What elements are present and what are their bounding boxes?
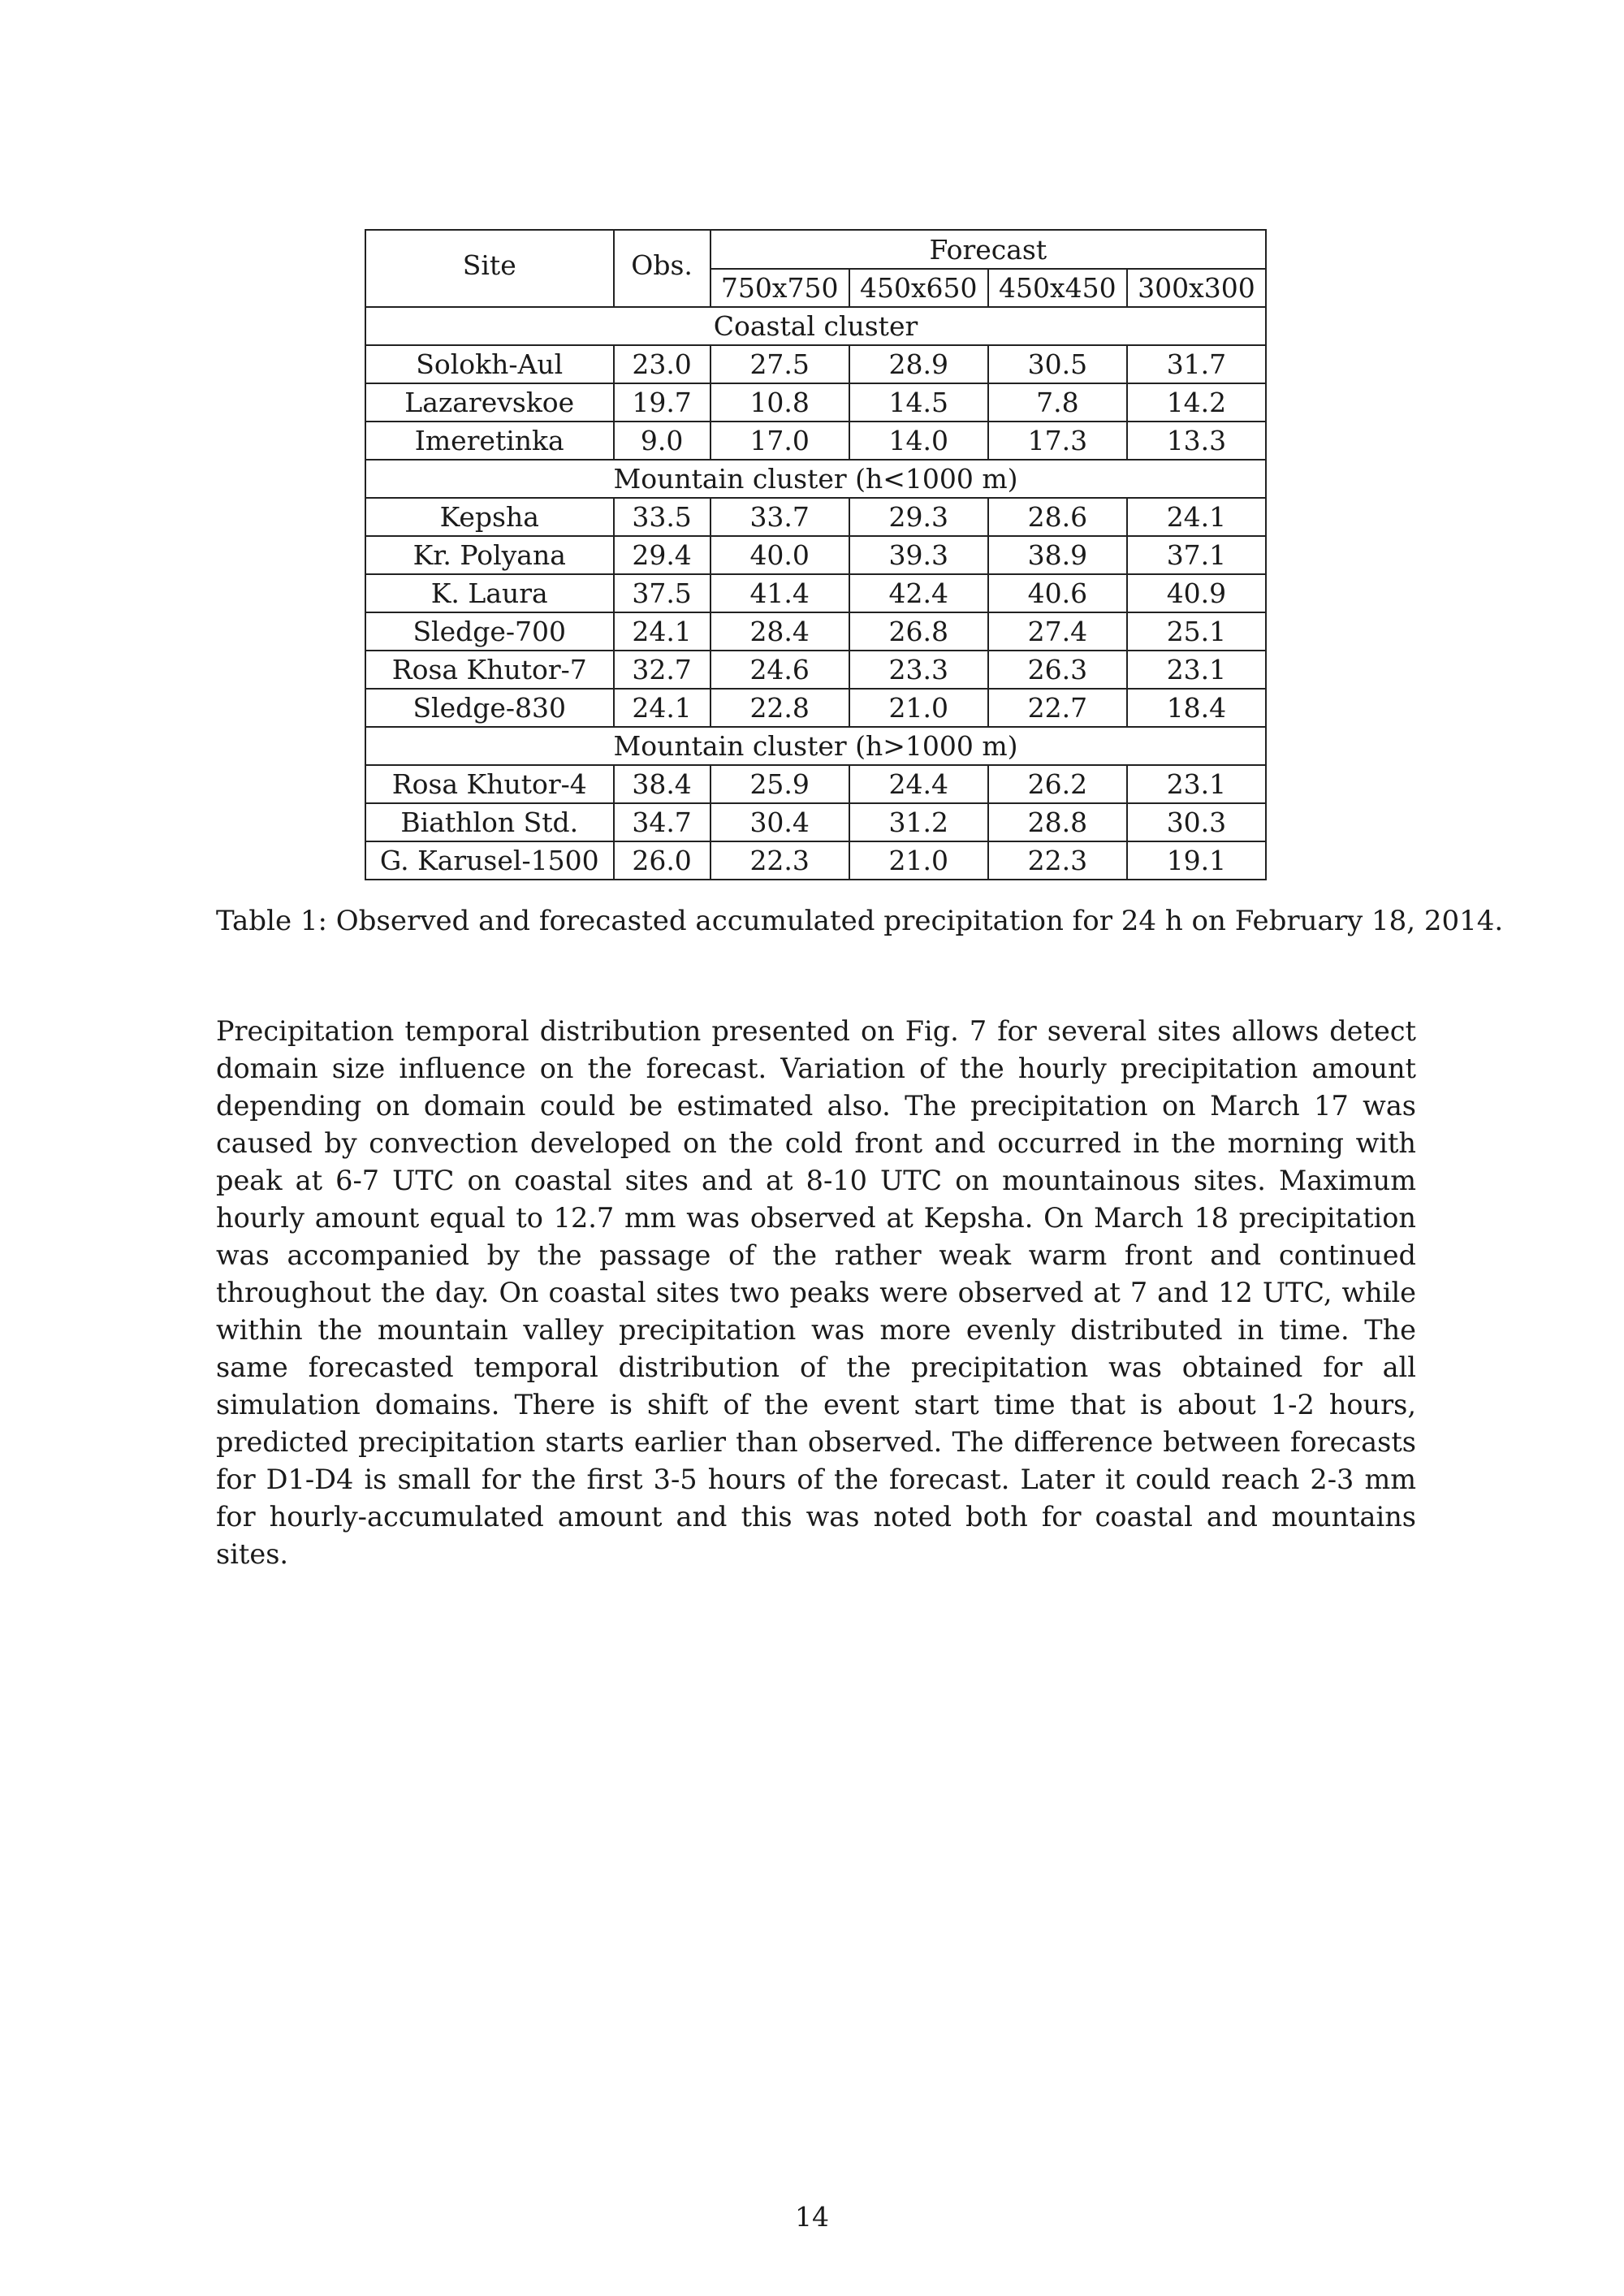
forecast-cell: 23.1	[1127, 651, 1266, 689]
forecast-cell: 39.3	[849, 536, 988, 574]
forecast-cell: 28.4	[710, 612, 849, 651]
forecast-cell: 40.9	[1127, 574, 1266, 612]
forecast-cell: 31.7	[1127, 345, 1266, 383]
forecast-cell: 26.3	[988, 651, 1127, 689]
forecast-cell: 13.3	[1127, 422, 1266, 460]
obs-cell: 38.4	[614, 765, 710, 803]
forecast-cell: 24.1	[1127, 498, 1266, 536]
forecast-cell: 17.0	[710, 422, 849, 460]
table-row	[365, 651, 1266, 689]
forecast-cell: 22.3	[988, 841, 1127, 880]
forecast-cell: 21.0	[849, 689, 988, 727]
forecast-cell: 28.8	[988, 803, 1127, 841]
forecast-cell: 24.6	[710, 651, 849, 689]
forecast-cell: 30.3	[1127, 803, 1266, 841]
forecast-cell: 23.3	[849, 651, 988, 689]
forecast-cell: 25.1	[1127, 612, 1266, 651]
site-cell: Kepsha	[365, 498, 614, 536]
obs-cell: 26.0	[614, 841, 710, 880]
forecast-cell: 21.0	[849, 841, 988, 880]
forecast-cell: 42.4	[849, 574, 988, 612]
forecast-cell: 10.8	[710, 383, 849, 422]
site-cell: Kr. Polyana	[365, 536, 614, 574]
domain-header: 300x300	[1127, 269, 1266, 307]
domain-header: 750x750	[710, 269, 849, 307]
forecast-cell: 22.8	[710, 689, 849, 727]
forecast-cell: 27.5	[710, 345, 849, 383]
table-row	[365, 422, 1266, 460]
group-row	[365, 727, 1266, 765]
group-label: Mountain cluster (h<1000 m)	[365, 460, 1266, 498]
obs-cell: 24.1	[614, 612, 710, 651]
site-cell: K. Laura	[365, 574, 614, 612]
domain-header: 450x450	[988, 269, 1127, 307]
forecast-cell: 41.4	[710, 574, 849, 612]
forecast-cell: 28.6	[988, 498, 1127, 536]
forecast-cell: 30.5	[988, 345, 1127, 383]
forecast-cell: 14.2	[1127, 383, 1266, 422]
page-number: 14	[795, 2201, 829, 2233]
site-cell: Sledge-830	[365, 689, 614, 727]
obs-cell: 24.1	[614, 689, 710, 727]
forecast-cell: 7.8	[988, 383, 1127, 422]
precipitation-table	[365, 229, 1267, 880]
site-cell: Lazarevskoe	[365, 383, 614, 422]
site-cell: Biathlon Std.	[365, 803, 614, 841]
obs-cell: 23.0	[614, 345, 710, 383]
obs-cell: 34.7	[614, 803, 710, 841]
forecast-cell: 19.1	[1127, 841, 1266, 880]
forecast-cell: 27.4	[988, 612, 1127, 651]
forecast-cell: 22.7	[988, 689, 1127, 727]
table-row	[365, 383, 1266, 422]
forecast-cell: 17.3	[988, 422, 1127, 460]
forecast-cell: 24.4	[849, 765, 988, 803]
obs-cell: 19.7	[614, 383, 710, 422]
group-label: Coastal cluster	[365, 307, 1266, 345]
forecast-cell: 26.8	[849, 612, 988, 651]
forecast-cell: 33.7	[710, 498, 849, 536]
forecast-cell: 25.9	[710, 765, 849, 803]
forecast-cell: 14.5	[849, 383, 988, 422]
obs-cell: 29.4	[614, 536, 710, 574]
table-caption: Table 1: Observed and forecasted accumulated precipitation for 24 h on February 18, 2014.	[216, 905, 1504, 937]
body-paragraph: Precipitation temporal distribution presented on Fig. 7 for several sites allows detect domain size influence on the forecast. Variation of the hourly precipitation amount depending on domain could be estimated also. The precipitation on March 17 was caused by convection developed on the cold front and occurred in the morning with peak at 6-7 UTC on coastal sites and at 8-10 UTC on mountainous sites. Maximum hourly amount equal to 12.7 mm was observed at Kepsha. On March 18 precipitation was accompanied by the passage of the rather weak warm front and continued throughout the day. On coastal sites two peaks were observed at 7 and 12 UTC, while within the mountain valley precipitation was more evenly distributed in time. The same forecasted temporal distribution of the precipitation was obtained for all simulation domains. There is shift of the event start time that is about 1-2 hours, predicted precipitation starts earlier than observed. The difference between forecasts for D1-D4 is small for the first 3-5 hours of the forecast. Later it could reach 2-3 mm for hourly-accumulated amount and this was noted both for coastal and mountains sites.	[216, 1014, 1416, 1570]
site-cell: Solokh-Aul	[365, 345, 614, 383]
forecast-cell: 37.1	[1127, 536, 1266, 574]
table-row	[365, 498, 1266, 536]
table-row	[365, 803, 1266, 841]
group-row	[365, 460, 1266, 498]
table-row	[365, 612, 1266, 651]
obs-column-header: Obs.	[614, 230, 710, 307]
table-row	[365, 765, 1266, 803]
forecast-cell: 40.0	[710, 536, 849, 574]
forecast-cell: 26.2	[988, 765, 1127, 803]
forecast-column-header: Forecast	[710, 230, 1266, 269]
table-row	[365, 574, 1266, 612]
site-column-header: Site	[365, 230, 614, 307]
site-cell: Rosa Khutor-7	[365, 651, 614, 689]
obs-cell: 9.0	[614, 422, 710, 460]
forecast-cell: 18.4	[1127, 689, 1266, 727]
forecast-cell: 30.4	[710, 803, 849, 841]
group-label: Mountain cluster (h>1000 m)	[365, 727, 1266, 765]
obs-cell: 37.5	[614, 574, 710, 612]
site-cell: Sledge-700	[365, 612, 614, 651]
table-row	[365, 345, 1266, 383]
site-cell: Rosa Khutor-4	[365, 765, 614, 803]
site-cell: Imeretinka	[365, 422, 614, 460]
forecast-cell: 22.3	[710, 841, 849, 880]
table-row	[365, 841, 1266, 880]
forecast-cell: 28.9	[849, 345, 988, 383]
group-row	[365, 307, 1266, 345]
forecast-cell: 38.9	[988, 536, 1127, 574]
obs-cell: 33.5	[614, 498, 710, 536]
forecast-cell: 29.3	[849, 498, 988, 536]
forecast-cell: 40.6	[988, 574, 1127, 612]
table-row	[365, 536, 1266, 574]
forecast-cell: 14.0	[849, 422, 988, 460]
forecast-cell: 23.1	[1127, 765, 1266, 803]
table-row	[365, 689, 1266, 727]
table-body	[365, 307, 1266, 880]
site-cell: G. Karusel-1500	[365, 841, 614, 880]
forecast-cell: 31.2	[849, 803, 988, 841]
obs-cell: 32.7	[614, 651, 710, 689]
table-header-row	[365, 230, 1266, 269]
domain-header: 450x650	[849, 269, 988, 307]
